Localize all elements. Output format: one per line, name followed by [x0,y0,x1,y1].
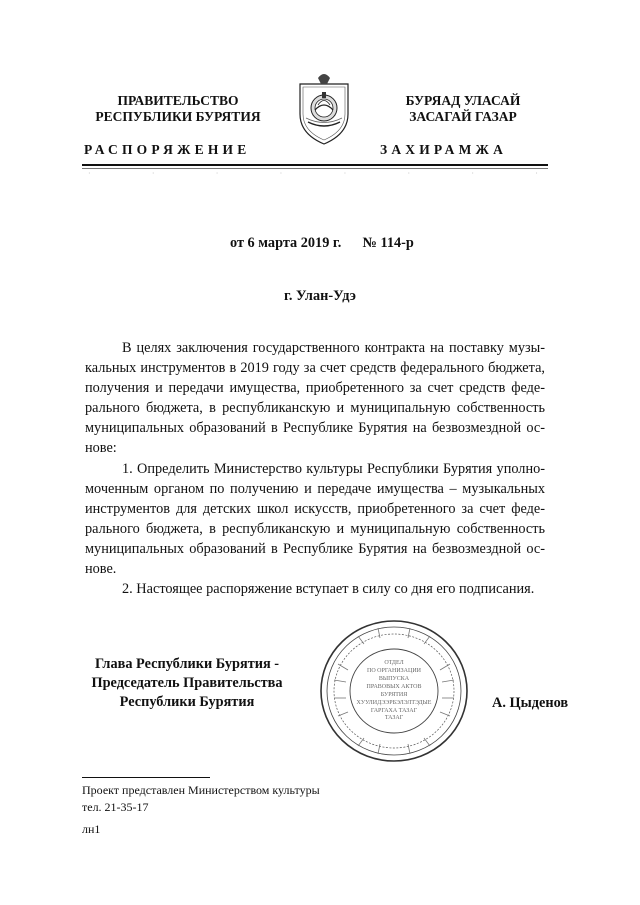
item-1-line: моченным органом по получению и передаче имущества – музыкальных [85,481,545,497]
signatory-name: А. Цыденов [492,695,569,711]
stamp-inner-text: ПО ОРГАНИЗАЦИИ [367,668,421,674]
footer-block [82,782,320,838]
stamp-inner-text: БУРЯТИЯ [380,692,408,698]
header-dotted-line: · · · · · · · · [88,169,538,178]
stamp-inner-text: ХУУЛИДЭЭРБЭЛЭЛТЭДЫЕ [356,700,432,706]
document-date: от 6 марта 2019 г. [230,235,342,251]
item-1-line: инструментов для детских школ искусств, приобретенного за счет феде- [85,501,545,517]
item-2-line: 2. Настоящее распоряжение вступает в силу со дня его подписания. [122,581,535,597]
footer-phone: тел. 21-35-17 [82,800,149,814]
footer-prepared-by: Проект представлен Министерством культуры [82,783,320,797]
stamp-inner-text: ПРАВОВЫХ АКТОВ [366,684,422,690]
header-rule-thick [82,164,548,166]
item-1-line: муниципальных образований в Республике Бурятия на безвозмездной ос- [85,541,545,557]
item-1-line: 1. Определить Министерство культуры Республики Бурятия уполно- [122,461,545,477]
date-number-line [230,235,414,252]
footer-code: лн1 [82,822,101,836]
header-right-line2: ЗАСАГАЙ ГАЗАР [409,109,517,124]
footer-rule [82,777,210,778]
preamble-line: кальных инструментов в 2019 году за счет средств федерального бюджета, [85,360,545,376]
preamble-paragraph [85,338,545,458]
signatory-title-line1: Глава Республики Бурятия - [94,656,280,672]
item-2-paragraph [85,579,545,599]
preamble-line: рального бюджета, в республиканскую и муниципальную собственность [85,400,545,416]
document-number: № 114-р [362,235,414,251]
stamp-inner-text: ГАРГАХА ТАЗАГ [370,708,418,714]
header-right-title [372,93,554,125]
official-seal-stamp [318,618,470,764]
city-name: г. Улан-Удэ [284,288,356,304]
coat-of-arms-emblem [296,70,352,146]
signatory-title-line2: Председатель Правительства [91,675,283,691]
stamp-inner-text: ВЫПУСКА [378,676,410,682]
stamp-inner-text: ОТДЕЛ [384,660,404,666]
signatory-title-line3: Республики Бурятия [119,694,255,710]
item-1-line: нове. [85,561,117,577]
preamble-line: В целях заключения государственного контракта на поставку музы- [122,340,545,356]
item-1-line: рального бюджета, в республиканскую и муниципальную собственность [85,521,545,537]
preamble-line: получения и передачи имущества, приобретенного за счет средств феде- [85,380,545,396]
item-1-paragraph [85,459,545,579]
signatory-title [80,655,294,712]
preamble-line: муниципальных образований в Республике Бурятия на безвозмездной ос- [85,420,545,436]
header-left-title [84,93,272,125]
stamp-inner-text: ТАЗАГ [384,715,404,721]
preamble-line: нове: [85,440,117,456]
header-left-line1: ПРАВИТЕЛЬСТВО [117,93,239,108]
header-left-line2: РЕСПУБЛИКИ БУРЯТИЯ [95,109,261,124]
header-right-line1: БУРЯАД УЛАСАЙ [405,93,521,108]
doc-type-right: ЗАХИРАМЖА [380,142,508,157]
doc-type-left: РАСПОРЯЖЕНИЕ [84,142,251,157]
